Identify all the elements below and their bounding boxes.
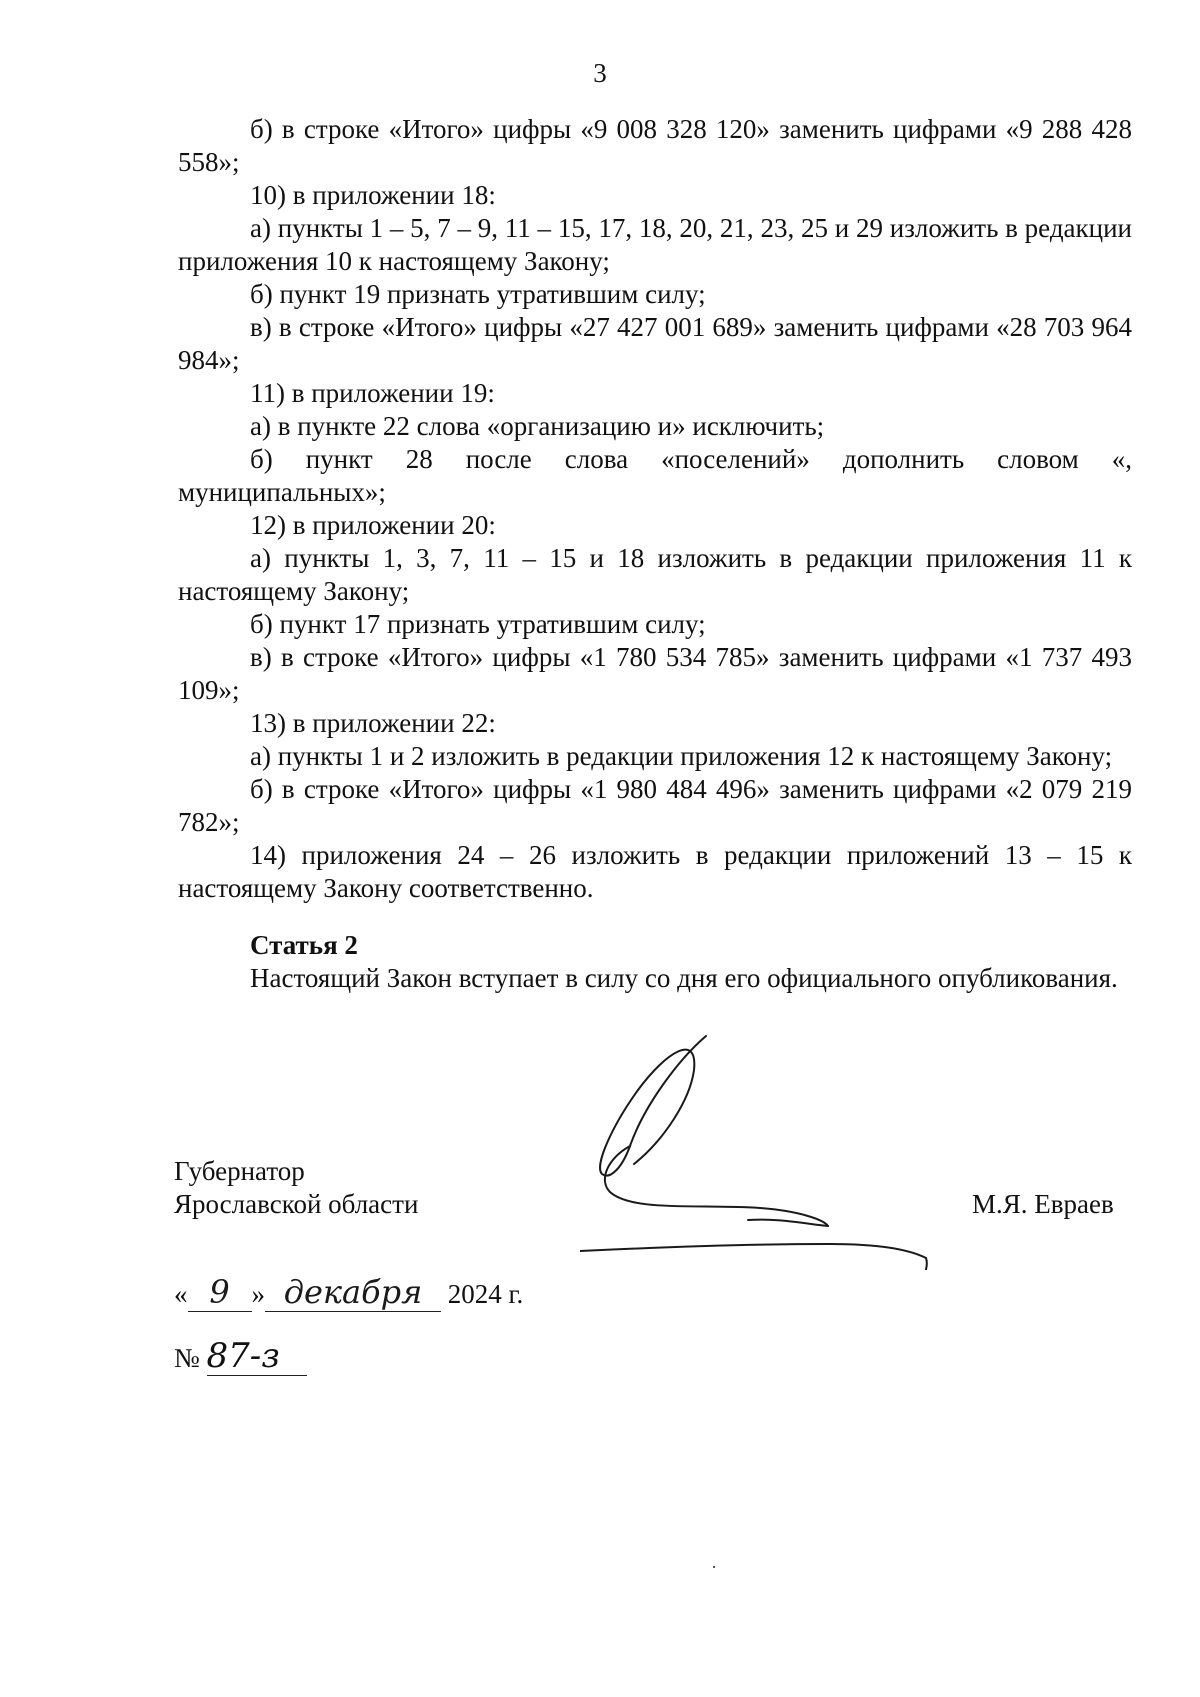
paragraph: 10) в приложении 18:: [250, 180, 496, 210]
number-label: №: [174, 1343, 200, 1373]
signing-date: [174, 1273, 524, 1312]
scan-speck: [713, 1566, 715, 1568]
date-close-quote: »: [251, 1279, 265, 1309]
paragraph: 11) в приложении 19:: [250, 378, 495, 408]
paragraph: б) пункт 19 признать утратившим силу;: [250, 279, 706, 309]
paragraph: а) пункты 1 – 5, 7 – 9, 11 – 15, 17, 18, 20, 21, 23, 25 и 29 изложить в редакции приложения 10 к настоящему Закону;: [178, 213, 1132, 276]
document-number: [174, 1336, 307, 1376]
article-text: Настоящий Закон вступает в силу со дня его официального опубликования.: [250, 963, 1118, 993]
paragraph: а) пункты 1 и 2 изложить в редакции приложения 12 к настоящему Закону;: [250, 741, 1113, 771]
date-year: 2024 г.: [447, 1279, 524, 1309]
number-value: 87-з: [206, 1336, 280, 1376]
signatory-block: [174, 1155, 418, 1221]
paragraph: а) пункты 1, 3, 7, 11 – 15 и 18 изложить в редакции приложения 11 к настоящему Закону;: [178, 543, 1132, 606]
paragraph: в) в строке «Итого» цифры «1 780 534 785» заменить цифрами «1 737 493 109»;: [178, 642, 1132, 705]
paragraph: б) пункт 17 признать утратившим силу;: [250, 609, 706, 639]
date-month-field: [265, 1273, 441, 1312]
date-open-quote: «: [174, 1279, 188, 1309]
date-day-field: [188, 1273, 252, 1312]
paragraph: б) в строке «Итого» цифры «9 008 328 120» заменить цифрами «9 288 428 558»;: [178, 114, 1132, 177]
paragraph: в) в строке «Итого» цифры «27 427 001 689» заменить цифрами «28 703 964 984»;: [178, 312, 1132, 375]
signature-graphic: [580, 1030, 940, 1270]
article-heading: Статья 2: [250, 930, 358, 960]
paragraph: 14) приложения 24 – 26 изложить в редакции приложений 13 – 15 к настоящему Закону соответственно.: [178, 840, 1132, 903]
date-day: 9: [209, 1273, 230, 1311]
date-month: декабря: [283, 1273, 423, 1311]
paragraph: б) в строке «Итого» цифры «1 980 484 496» заменить цифрами «2 079 219 782»;: [178, 774, 1132, 837]
number-field: [206, 1336, 307, 1376]
document-body: [178, 113, 1132, 995]
paragraph: 13) в приложении 22:: [250, 708, 496, 738]
paragraph: б) пункт 28 после слова «поселений» дополнить словом «, муниципальных»;: [178, 444, 1132, 507]
signatory-title-line1: Губернатор: [174, 1156, 305, 1186]
signatory-title-line2: Ярославской области: [174, 1189, 419, 1219]
paragraph: 12) в приложении 20:: [250, 510, 496, 540]
signatory-name: М.Я. Евраев: [972, 1189, 1114, 1219]
paragraph: а) в пункте 22 слова «организацию и» исключить;: [250, 411, 825, 441]
page-number: 3: [593, 58, 607, 88]
